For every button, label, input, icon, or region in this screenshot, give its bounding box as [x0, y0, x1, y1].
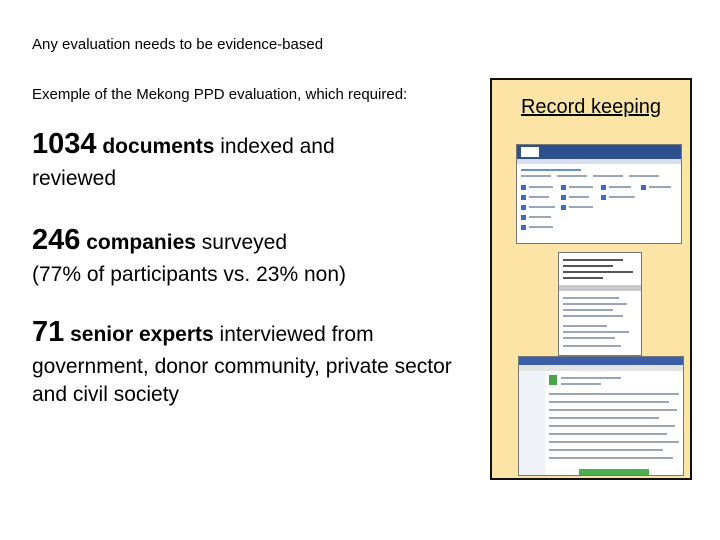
stat-text: indexed and: [220, 135, 335, 158]
stat-experts: [32, 318, 462, 409]
stat-keyword: documents: [102, 135, 215, 158]
stat-keyword: companies: [86, 231, 196, 254]
record-keeping-panel: [490, 78, 692, 480]
interview-record-screenshot: [558, 252, 642, 356]
stat-number: 1034: [32, 128, 97, 160]
stat-number: 71: [32, 316, 65, 348]
stat-detail: (77% of participants vs. 23% non): [32, 263, 346, 286]
stat-documents: [32, 130, 452, 193]
example-line: Exemple of the Mekong PPD evaluation, which required:: [32, 86, 408, 103]
panel-title: Record keeping: [520, 96, 662, 118]
stat-detail: reviewed: [32, 167, 117, 190]
intro-line: Any evaluation needs to be evidence-based: [32, 36, 324, 53]
stat-number: 246: [32, 224, 81, 256]
survey-spreadsheet-screenshot: [518, 356, 684, 476]
stat-detail: government, donor community, private sector and civil society: [32, 355, 452, 406]
stat-text: interviewed from: [219, 323, 374, 346]
stat-keyword: senior experts: [70, 323, 214, 346]
document-database-screenshot: [516, 144, 682, 244]
stat-companies: [32, 226, 452, 289]
stat-text: surveyed: [201, 231, 288, 254]
